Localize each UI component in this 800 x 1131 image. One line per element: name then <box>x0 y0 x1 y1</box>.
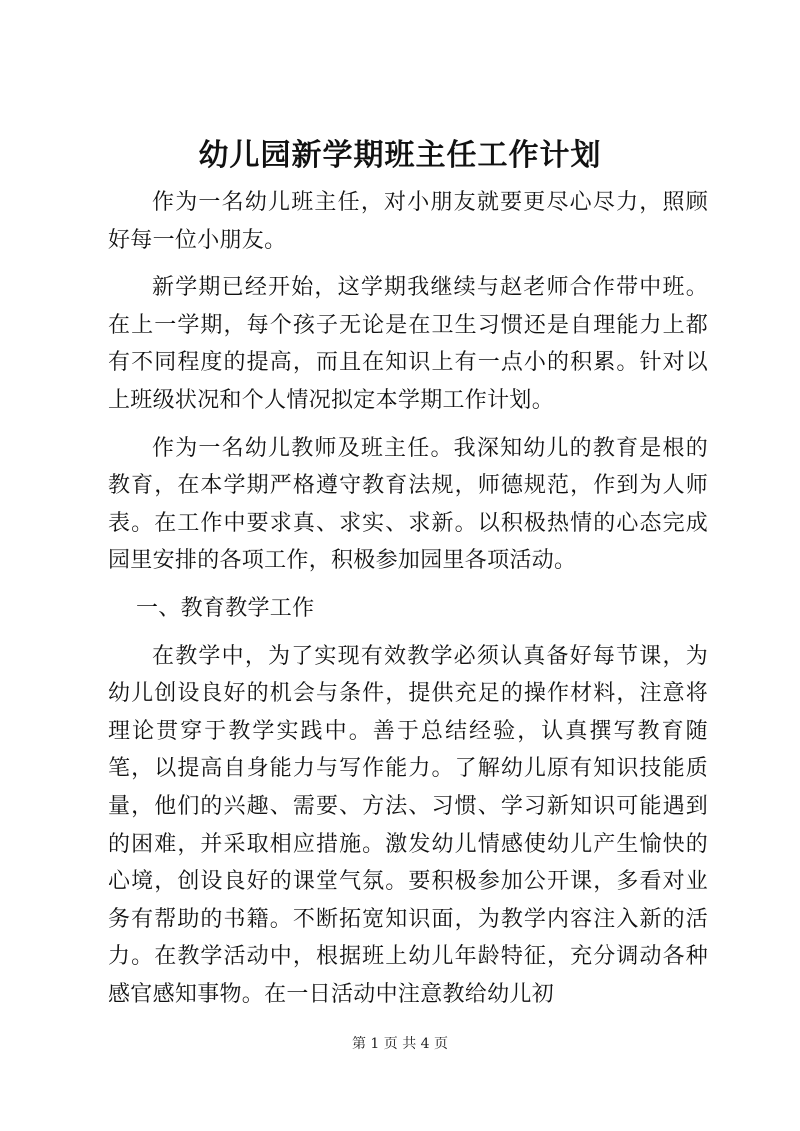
paragraph-new-semester: 新学期已经开始，这学期我继续与赵老师合作带中班。在上一学期，每个孩子无论是在卫生习惯还是自理能力上都有不同程度的提高，而且在知识上有一点小的积累。针对以上班级状况和个人情况拟定本学期工作计划。 <box>108 275 708 413</box>
section-heading-teaching: 一、教育教学工作 <box>136 595 315 621</box>
document-body <box>108 184 708 1023</box>
paragraph-teaching: 在教学中，为了实现有效教学必须认真备好每节课，为幼儿创设良好的机会与条件，提供充足的操作材料，注意将理论贯穿于教学实践中。善于总结经验，认真撰写教育随笔，以提高自身能力与写作能力。了解幼儿原有知识技能质量，他们的兴趣、需要、方法、习惯、学习新知识可能遇到的困难，并采取相应措施。激发幼儿情感使幼儿产生愉快的心境，创设良好的课堂气氛。要积极参加公开课，多看对业务有帮助的书籍。不断拓宽知识面，为教学内容注入新的活力。在教学活动中，根据班上幼儿年龄特征，充分调动各种感官感知事物。在一日活动中注意教给幼儿初 <box>108 643 708 1007</box>
paragraph-intro: 作为一名幼儿班主任，对小朋友就要更尽心尽力，照顾好每一位小朋友。 <box>108 190 708 253</box>
document-title: 幼儿园新学期班主任工作计划 <box>198 138 602 173</box>
page-footer: 第 1 页 共 4 页 <box>351 1036 449 1052</box>
paragraph-teacher-role: 作为一名幼儿教师及班主任。我深知幼儿的教育是根的教育，在本学期严格遵守教育法规，师德规范，作到为人师表。在工作中要求真、求实、求新。以积极热情的心态完成园里安排的各项工作，积极参加园里各项活动。 <box>108 435 708 574</box>
